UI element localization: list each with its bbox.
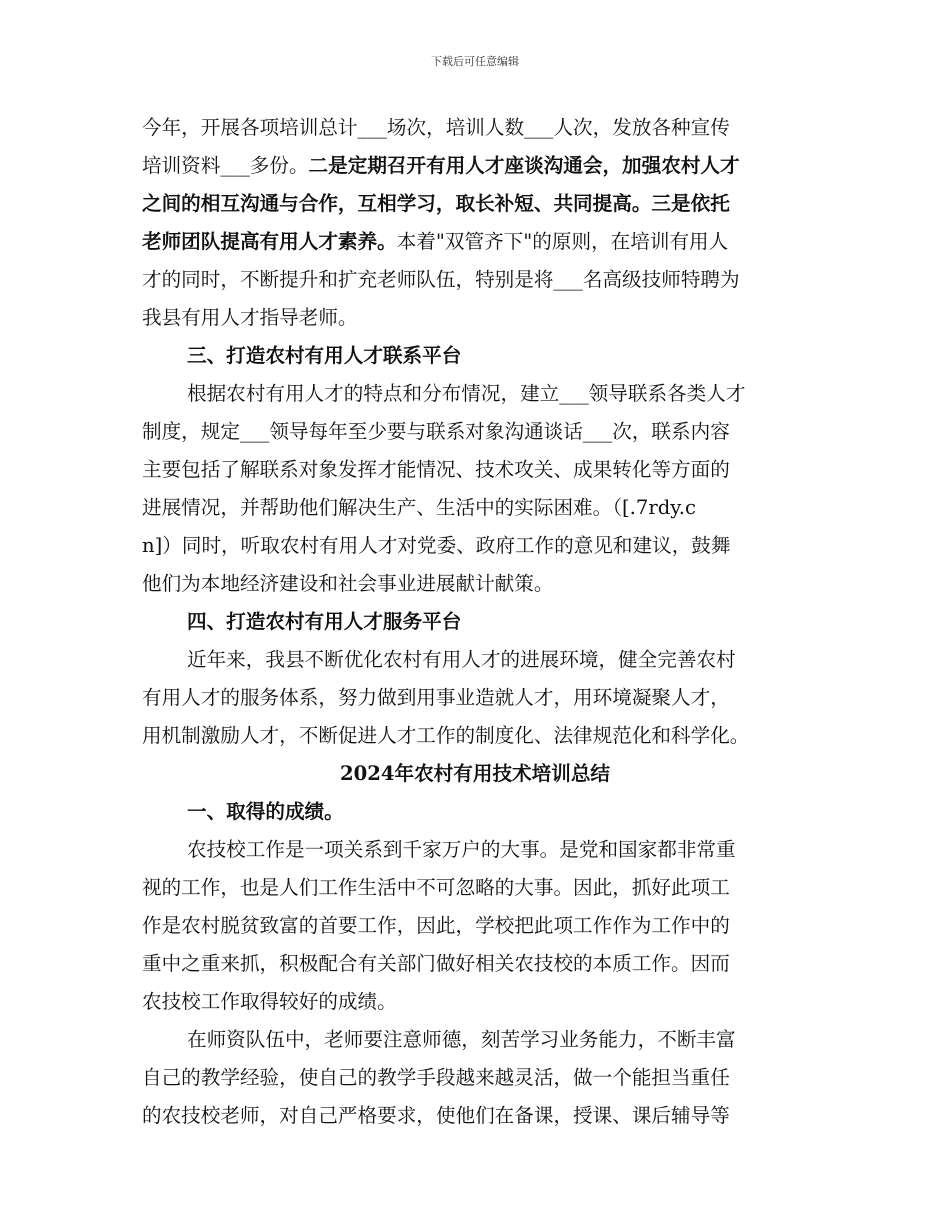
body-line: 主要包括了解联系对象发挥才能情况、技术攻关、成果转化等方面的 bbox=[142, 458, 730, 481]
body-line: 的农技校老师，对自己严格要求，使他们在备课，授课、课后辅导等 bbox=[142, 1104, 730, 1127]
body-line: 才的同时，不断提升和扩充老师队伍，特别是将___名高级技师特聘为 bbox=[142, 268, 740, 291]
bold-text: 二是定期召开有用人才座谈沟通会，加强农村人才 bbox=[308, 154, 740, 177]
body-line: 视的工作，也是人们工作生活中不可忽略的大事。因此，抓好此项工 bbox=[142, 876, 730, 899]
body-line: 重中之重来抓，积极配合有关部门做好相关农技校的本质工作。因而 bbox=[142, 952, 730, 975]
body-line: 他们为本地经济建设和社会事业进展献计献策。 bbox=[142, 572, 554, 595]
body-line: 制度，规定___领导每年至少要与联系对象沟通谈话___次，联系内容 bbox=[142, 420, 730, 443]
body-line: 今年，开展各项培训总计___场次，培训人数___人次，发放各种宣传 bbox=[142, 116, 730, 139]
section-heading: 三、打造农村有用人才联系平台 bbox=[187, 344, 462, 367]
body-text: 培训资料___多份。 bbox=[142, 154, 309, 177]
bold-line: 之间的相互沟通与合作，互相学习，取长补短、共同提高。三是依托 bbox=[142, 192, 730, 215]
body-line: 进展情况，并帮助他们解决生产、生活中的实际困难。（[.7rdy.c bbox=[142, 496, 696, 519]
body-line: 在师资队伍中，老师要注意师德，刻苦学习业务能力，不断丰富 bbox=[187, 1028, 736, 1051]
section-heading: 一、取得的成绩。 bbox=[187, 800, 344, 823]
body-line: 作是农村脱贫致富的首要工作，因此，学校把此项工作作为工作中的 bbox=[142, 914, 730, 937]
body-line: 近年来，我县不断优化农村有用人才的进展环境，健全完善农村 bbox=[187, 648, 736, 671]
body-line: 有用人才的服务体系，努力做到用事业造就人才，用环境凝聚人才， bbox=[142, 686, 730, 709]
body-line: 根据农村有用人才的特点和分布情况，建立___领导联系各类人才 bbox=[187, 382, 746, 405]
body-line: n]）同时，听取农村有用人才对党委、政府工作的意见和建议，鼓舞 bbox=[142, 534, 731, 557]
section-heading: 四、打造农村有用人才服务平台 bbox=[187, 610, 462, 633]
body-line bbox=[142, 147, 814, 185]
document-title: 2024年农村有用技术培训总结 bbox=[339, 762, 611, 785]
body-line: 我县有用人才指导老师。 bbox=[142, 306, 358, 329]
body-line: 农技校工作是一项关系到千家万户的大事。是党和国家都非常重 bbox=[187, 838, 736, 861]
body-text: 本着"双管齐下"的原则，在培训有用人 bbox=[396, 230, 729, 253]
bold-text: 老师团队提高有用人才素养。 bbox=[142, 230, 397, 253]
body-line bbox=[142, 223, 814, 261]
body-line: 用机制激励人才，不断促进人才工作的制度化、法律规范化和科学化。 bbox=[142, 724, 750, 747]
header-note: 下载后可任意编辑 bbox=[431, 55, 519, 68]
body-line: 自己的教学经验，使自己的教学手段越来越灵活，做一个能担当重任 bbox=[142, 1066, 730, 1089]
body-line: 农技校工作取得较好的成绩。 bbox=[142, 990, 397, 1013]
